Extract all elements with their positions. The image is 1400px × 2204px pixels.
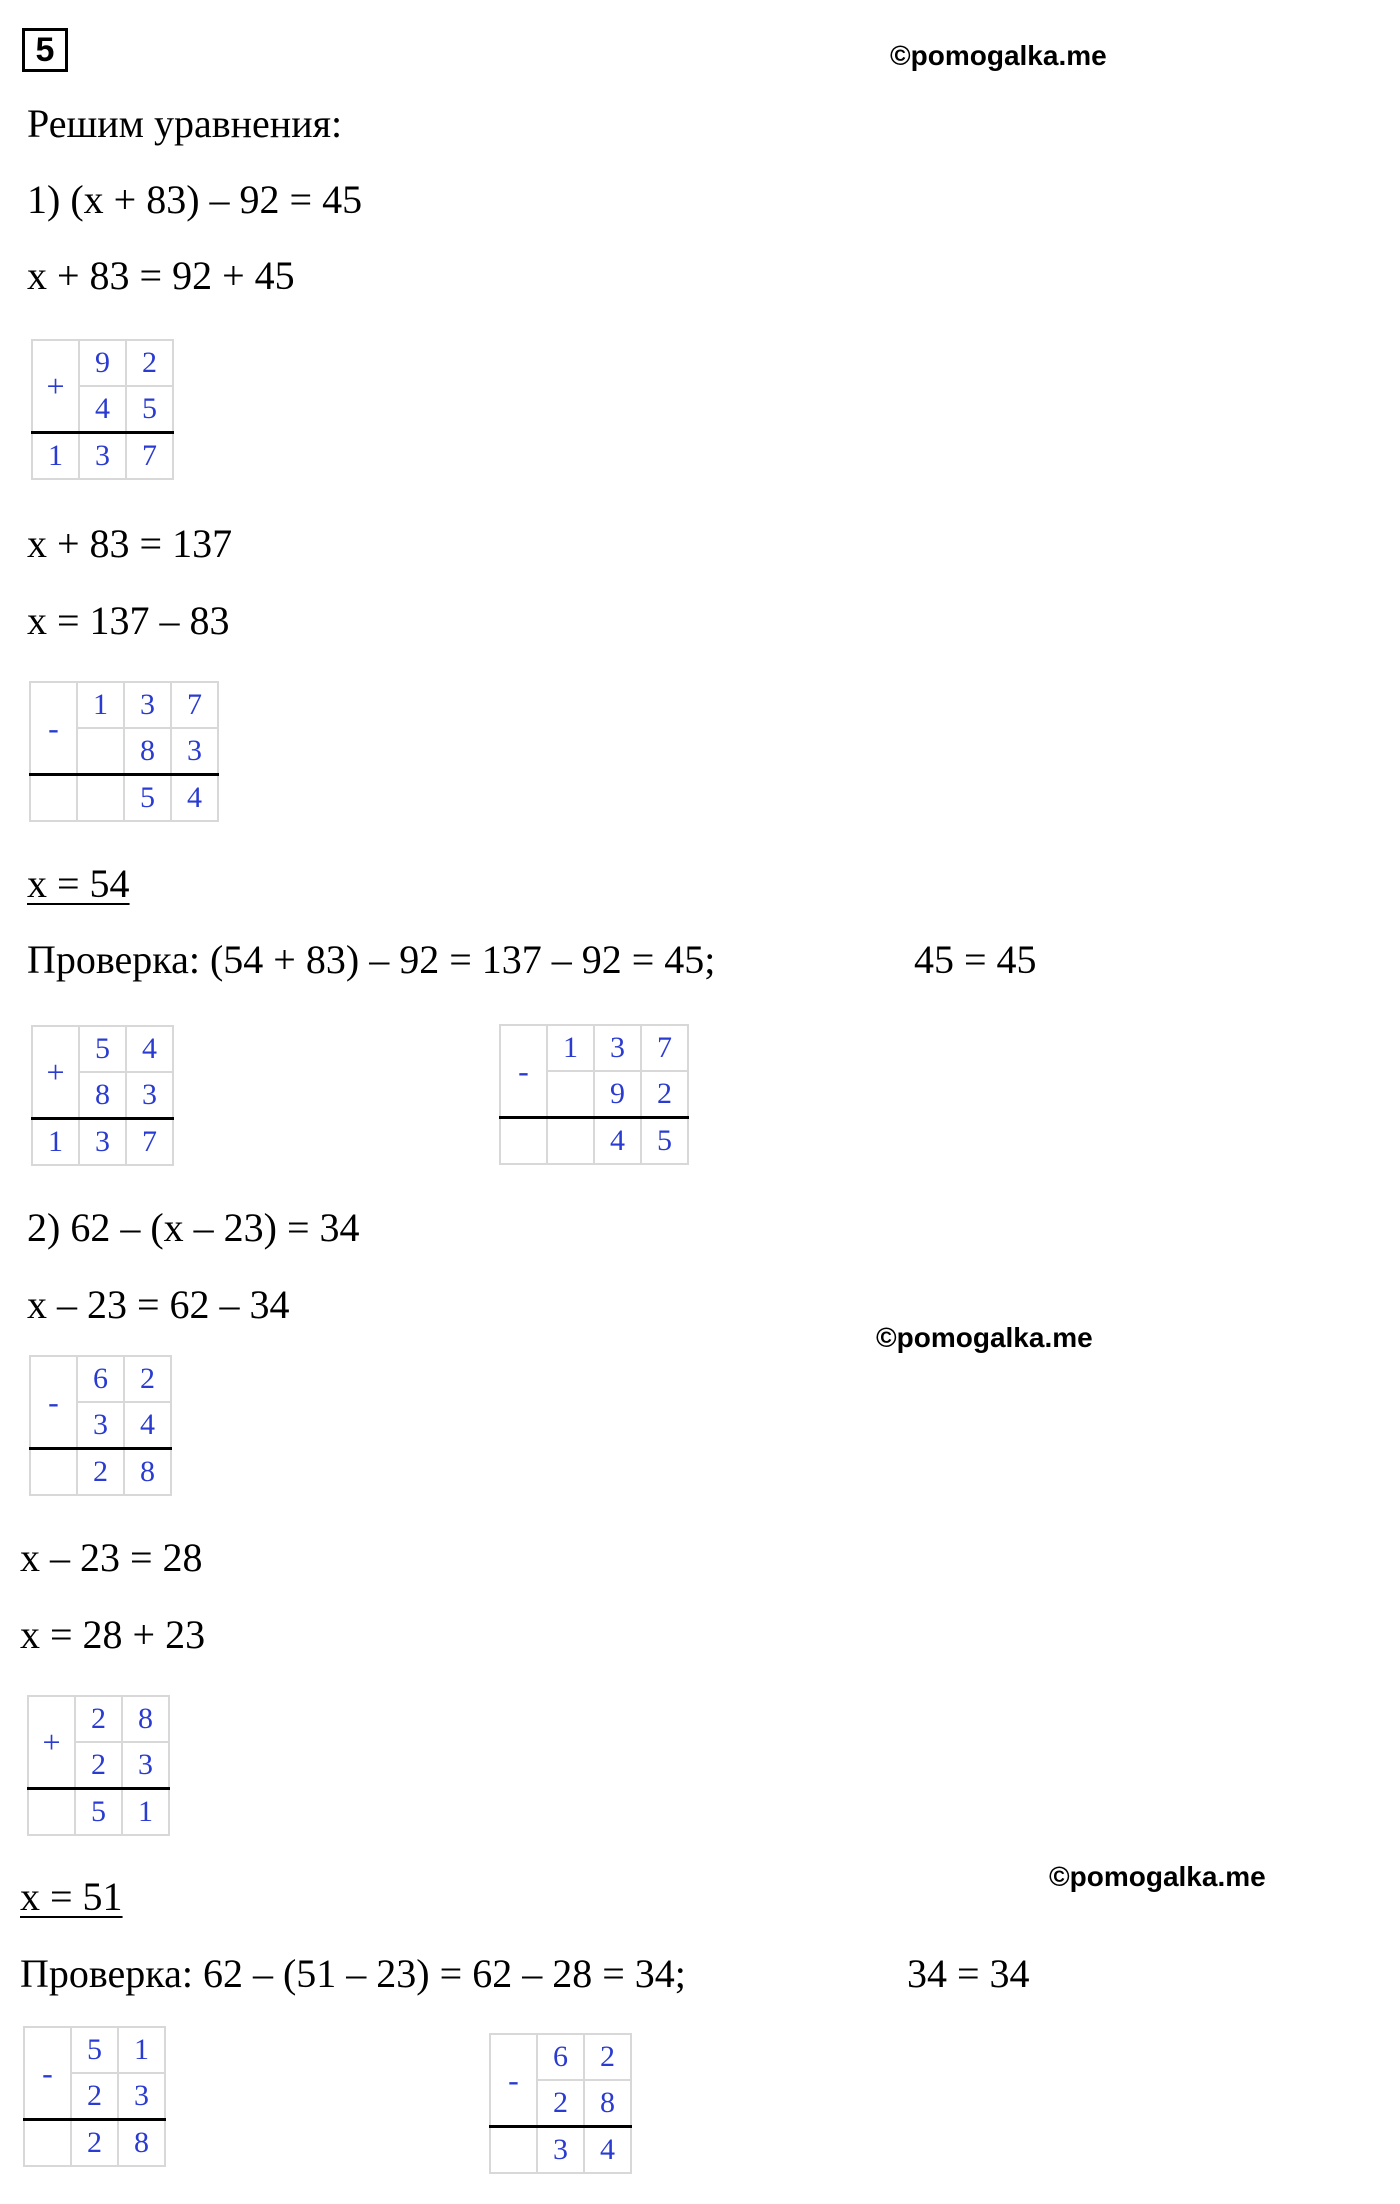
digit-cell <box>547 1118 594 1165</box>
part2-check-subtraction2-column <box>489 2033 632 2174</box>
watermark: ©pomogalka.me <box>876 1322 1093 1353</box>
part2-check: Проверка: 62 – (51 – 23) = 62 – 28 = 34; <box>20 1951 686 1996</box>
part1-step1: x + 83 = 92 + 45 <box>27 253 295 298</box>
part1-check-addition-column <box>31 1025 174 1166</box>
digit-cell: 3 <box>126 1072 173 1119</box>
digit-cell: 8 <box>124 728 171 775</box>
digit-cell: 2 <box>71 2120 118 2167</box>
digit-cell: 5 <box>79 1026 126 1072</box>
digit-cell: 3 <box>124 682 171 728</box>
calc-row <box>490 2127 631 2174</box>
digit-cell: 1 <box>122 1789 169 1836</box>
part2-step3: x = 28 + 23 <box>20 1612 206 1657</box>
operator-sign: + <box>32 1026 79 1119</box>
digit-cell: 2 <box>124 1356 171 1402</box>
digit-cell: 4 <box>124 1402 171 1449</box>
calc-row <box>500 1118 688 1165</box>
digit-cell: 2 <box>71 2073 118 2120</box>
part1-check-subtraction-column <box>499 1024 689 1165</box>
digit-cell: 5 <box>641 1118 688 1165</box>
calc-row <box>28 1696 169 1742</box>
digit-cell <box>500 1118 547 1165</box>
watermark: ©pomogalka.me <box>890 40 1107 71</box>
part1-answer: x = 54 <box>27 861 130 906</box>
digit-cell: 7 <box>126 433 173 480</box>
digit-cell: 2 <box>77 1449 124 1496</box>
digit-cell: 9 <box>79 340 126 386</box>
digit-cell <box>30 775 77 822</box>
calc-row <box>500 1025 688 1071</box>
operator-sign: - <box>490 2034 537 2127</box>
operator-sign: - <box>500 1025 547 1118</box>
digit-cell: 3 <box>77 1402 124 1449</box>
digit-cell <box>30 1449 77 1496</box>
operator-sign: - <box>30 1356 77 1449</box>
digit-cell: 1 <box>32 1119 79 1166</box>
calc-row <box>30 1356 171 1402</box>
digit-cell: 3 <box>537 2127 584 2174</box>
part1-subtraction-column <box>29 681 219 822</box>
part1-addition-column <box>31 339 174 480</box>
digit-cell: 5 <box>126 386 173 433</box>
digit-cell: 3 <box>171 728 218 775</box>
digit-cell: 2 <box>537 2080 584 2127</box>
digit-cell: 4 <box>584 2127 631 2174</box>
digit-cell: 3 <box>79 1119 126 1166</box>
digit-cell: 1 <box>32 433 79 480</box>
calc-row <box>32 1119 173 1166</box>
digit-cell: 3 <box>79 433 126 480</box>
part1-step3: x = 137 – 83 <box>27 598 230 643</box>
digit-cell: 2 <box>75 1742 122 1789</box>
digit-cell <box>24 2120 71 2167</box>
calc-row <box>30 682 218 728</box>
operator-sign: - <box>24 2027 71 2120</box>
digit-cell <box>77 728 124 775</box>
part2-step1: x – 23 = 62 – 34 <box>27 1282 290 1327</box>
digit-cell: 6 <box>537 2034 584 2080</box>
digit-cell: 1 <box>118 2027 165 2073</box>
digit-cell <box>547 1071 594 1118</box>
part2-addition-column <box>27 1695 170 1836</box>
calc-row <box>24 2120 165 2167</box>
digit-cell: 3 <box>594 1025 641 1071</box>
digit-cell: 2 <box>126 340 173 386</box>
digit-cell: 4 <box>171 775 218 822</box>
task-number: 5 <box>22 28 68 72</box>
digit-cell <box>77 775 124 822</box>
part2-step2: x – 23 = 28 <box>20 1535 203 1580</box>
intro-text: Решим уравнения: <box>27 101 343 146</box>
digit-cell: 8 <box>124 1449 171 1496</box>
calc-row <box>32 340 173 386</box>
calc-row <box>32 1026 173 1072</box>
operator-sign: - <box>30 682 77 775</box>
calc-row <box>28 1789 169 1836</box>
digit-cell <box>28 1789 75 1836</box>
calc-row <box>24 2027 165 2073</box>
part1-equation: 1) (x + 83) – 92 = 45 <box>27 177 363 222</box>
digit-cell: 4 <box>79 386 126 433</box>
digit-cell: 5 <box>71 2027 118 2073</box>
digit-cell: 7 <box>126 1119 173 1166</box>
digit-cell: 1 <box>77 682 124 728</box>
digit-cell: 1 <box>547 1025 594 1071</box>
digit-cell: 6 <box>77 1356 124 1402</box>
digit-cell: 4 <box>594 1118 641 1165</box>
part1-step2: x + 83 = 137 <box>27 521 233 566</box>
digit-cell <box>490 2127 537 2174</box>
part2-check-subtraction-column <box>23 2026 166 2167</box>
digit-cell: 4 <box>126 1026 173 1072</box>
digit-cell: 5 <box>75 1789 122 1836</box>
digit-cell: 5 <box>124 775 171 822</box>
part2-answer: x = 51 <box>20 1874 123 1919</box>
part1-check-result: 45 = 45 <box>914 937 1037 982</box>
digit-cell: 7 <box>171 682 218 728</box>
digit-cell: 8 <box>118 2120 165 2167</box>
watermark: ©pomogalka.me <box>1049 1861 1266 1892</box>
part2-equation: 2) 62 – (x – 23) = 34 <box>27 1205 360 1250</box>
calc-row <box>30 1449 171 1496</box>
calc-row <box>490 2034 631 2080</box>
operator-sign: + <box>32 340 79 433</box>
operator-sign: + <box>28 1696 75 1789</box>
part1-check: Проверка: (54 + 83) – 92 = 137 – 92 = 45; <box>27 937 716 982</box>
digit-cell: 8 <box>79 1072 126 1119</box>
digit-cell: 8 <box>584 2080 631 2127</box>
part2-check-result: 34 = 34 <box>907 1951 1030 1996</box>
digit-cell: 8 <box>122 1696 169 1742</box>
digit-cell: 9 <box>594 1071 641 1118</box>
digit-cell: 2 <box>75 1696 122 1742</box>
calc-row <box>32 433 173 480</box>
digit-cell: 2 <box>641 1071 688 1118</box>
digit-cell: 7 <box>641 1025 688 1071</box>
part2-subtraction-column <box>29 1355 172 1496</box>
digit-cell: 3 <box>118 2073 165 2120</box>
digit-cell: 2 <box>584 2034 631 2080</box>
calc-row <box>30 775 218 822</box>
digit-cell: 3 <box>122 1742 169 1789</box>
